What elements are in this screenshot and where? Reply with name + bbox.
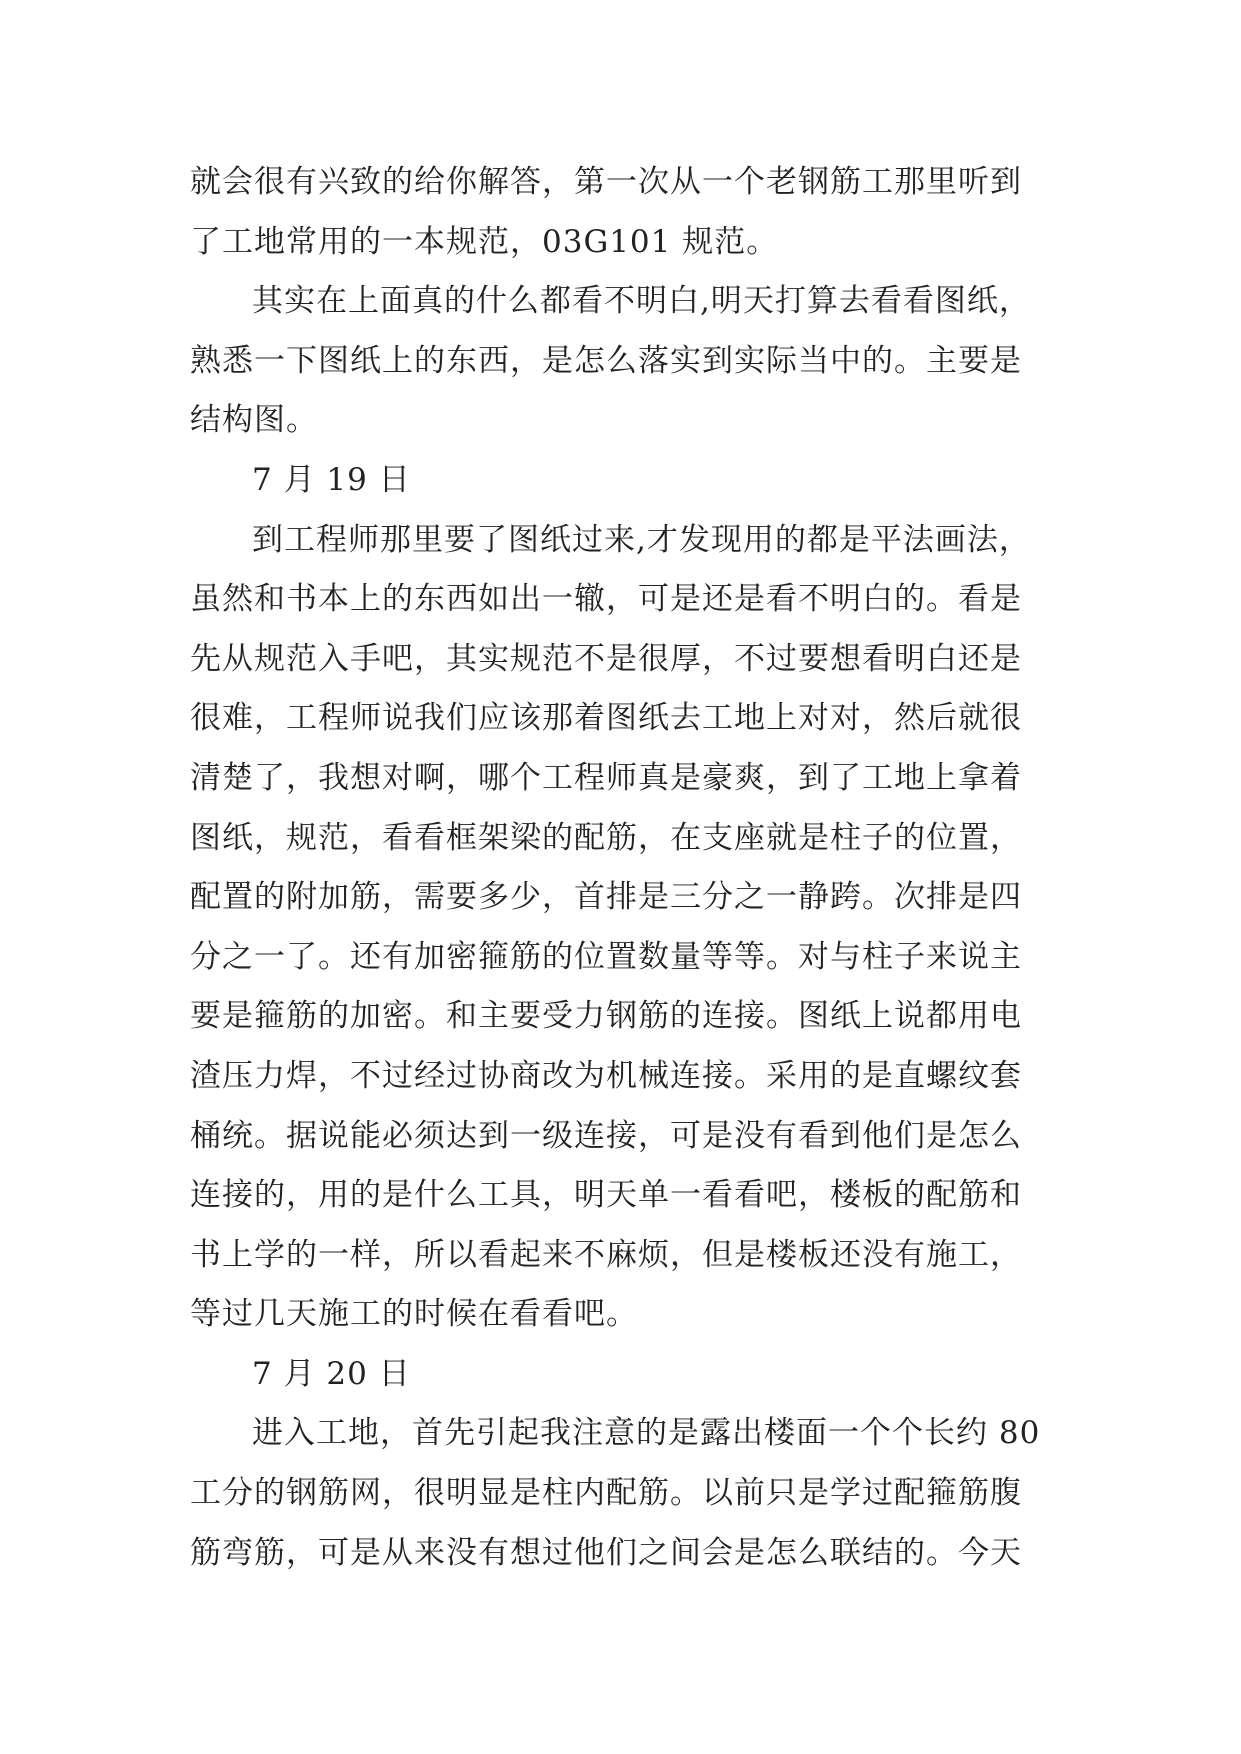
date-heading: 7 月 19 日 bbox=[252, 461, 411, 498]
text-line: 很难，工程师说我们应该那着图纸去工地上对对，然后就很 bbox=[190, 700, 1022, 737]
text-line: 渣压力焊，不过经过协商改为机械连接。采用的是直螺纹套 bbox=[190, 1057, 1022, 1094]
text-line: 连接的，用的是什么工具，明天单一看看吧，楼板的配筋和 bbox=[190, 1177, 1022, 1214]
text-line: 了工地常用的一本规范，03G101 规范。 bbox=[190, 223, 779, 260]
text-line: 分之一了。还有加密箍筋的位置数量等等。对与柱子来说主 bbox=[190, 938, 1022, 975]
text-line: 工分的钢筋网，很明显是柱内配筋。以前只是学过配箍筋腹 bbox=[190, 1475, 1022, 1512]
text-line: 要是箍筋的加密。和主要受力钢筋的连接。图纸上说都用电 bbox=[190, 998, 1022, 1035]
text-line: 清楚了，我想对啊，哪个工程师真是豪爽，到了工地上拿着 bbox=[190, 759, 1022, 796]
text-line: 熟悉一下图纸上的东西，是怎么落实到实际当中的。主要是 bbox=[190, 342, 1022, 379]
text-line: 书上学的一样，所以看起来不麻烦，但是楼板还没有施工， bbox=[190, 1236, 1022, 1273]
text-line: 图纸，规范，看看框架梁的配筋，在支座就是柱子的位置， bbox=[190, 819, 1022, 856]
document-body bbox=[190, 153, 1095, 1583]
date-heading: 7 月 20 日 bbox=[252, 1355, 411, 1392]
text-line: 先从规范入手吧，其实规范不是很厚，不过要想看明白还是 bbox=[190, 640, 1022, 677]
text-line: 就会很有兴致的给你解答，第一次从一个老钢筋工那里听到 bbox=[190, 164, 1022, 200]
text-line: 等过几天施工的时候在看看吧。 bbox=[190, 1296, 638, 1333]
text-line: 其实在上面真的什么都看不明白,明天打算去看看图纸， bbox=[252, 283, 1031, 320]
text-line: 结构图。 bbox=[190, 402, 318, 439]
text-line: 配置的附加筋，需要多少，首排是三分之一静跨。次排是四 bbox=[190, 879, 1022, 916]
text-line: 虽然和书本上的东西如出一辙，可是还是看不明白的。看是 bbox=[190, 581, 1022, 618]
text-line: 筋弯筋，可是从来没有想过他们之间会是怎么联结的。今天 bbox=[190, 1534, 1022, 1571]
text-line: 桶统。据说能必须达到一级连接，可是没有看到他们是怎么 bbox=[190, 1117, 1022, 1154]
text-line: 进入工地，首先引起我注意的是露出楼面一个个长约 80 bbox=[252, 1415, 1041, 1452]
text-line: 到工程师那里要了图纸过来,才发现用的都是平法画法， bbox=[252, 521, 1031, 558]
